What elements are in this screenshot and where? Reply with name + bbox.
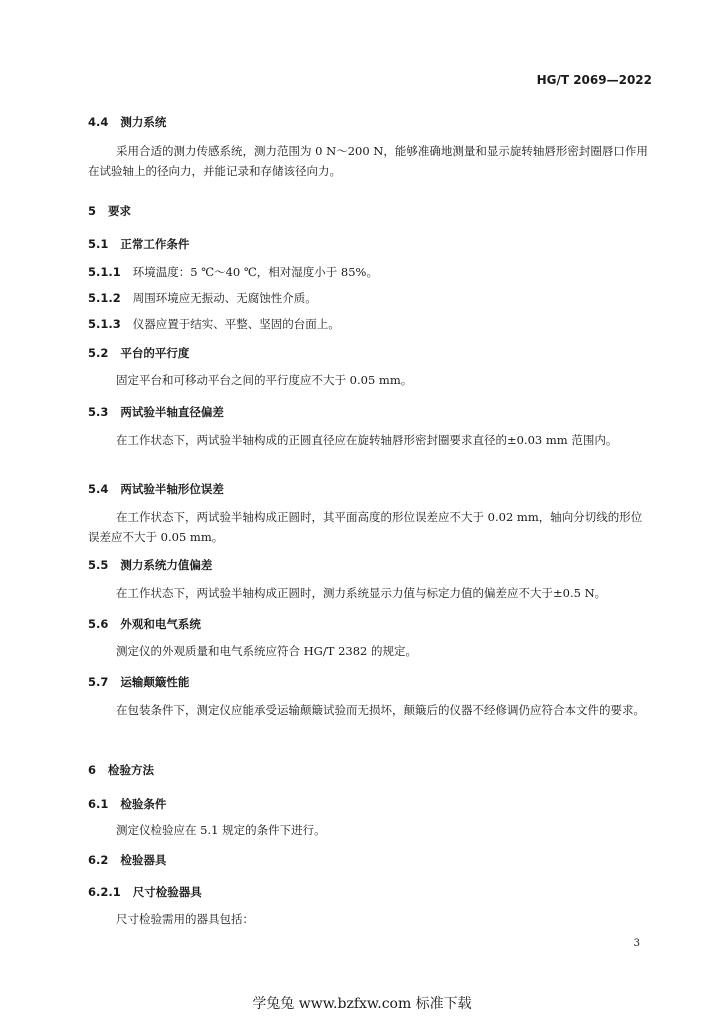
section-title: 两试验半轴直径偏差 (120, 405, 224, 419)
section-number: 5.6 (88, 617, 109, 631)
section-number: 5.7 (88, 675, 109, 689)
section-4-4-heading (88, 114, 166, 130)
section-6-1-text: 测定仪检验应在 5.1 规定的条件下进行。 (116, 823, 326, 837)
section-5-6-heading (88, 616, 201, 632)
section-5-4-text: 在工作状态下，两试验半轴构成正圆时，其平面高度的形位误差应不大于 0.02 mm，轴向分切线的形位误差应不大于 0.05 mm。 (88, 510, 643, 544)
section-5-heading (88, 203, 131, 219)
section-5-2-heading (88, 345, 189, 361)
section-5-1-heading (88, 236, 189, 252)
section-number: 5.1 (88, 237, 109, 251)
section-5-5-heading (88, 557, 212, 573)
section-title: 正常工作条件 (120, 237, 190, 251)
section-number: 5.2 (88, 346, 109, 360)
clause-number: 5.1.1 (88, 265, 121, 279)
clause-text: 仪器应置于结实、平整、坚固的台面上。 (132, 317, 340, 331)
section-number: 5.4 (88, 482, 109, 496)
footer-watermark: 学兔兔 www.bzfxw.com 标准下载 (252, 996, 472, 1012)
section-5-7-heading (88, 674, 189, 690)
section-5-7-text: 在包装条件下，测定仪应能承受运输颠簸试验而无损坏，颠簸后的仪器不经修调仍应符合本文件的要求。 (116, 703, 645, 717)
clause-5-1-1 (88, 264, 378, 280)
section-title: 外观和电气系统 (120, 617, 201, 631)
section-number: 6.2 (88, 853, 109, 867)
section-title: 检验方法 (108, 763, 155, 777)
section-5-6-text: 测定仪的外观质量和电气系统应符合 HG/T 2382 的规定。 (116, 644, 417, 658)
section-5-3-text: 在工作状态下，两试验半轴构成的正圆直径应在旋转轴唇形密封圈要求直径的±0.03 mm 范围内。 (116, 433, 618, 447)
section-6-heading (88, 762, 154, 778)
section-number: 5 (88, 204, 97, 218)
clause-5-1-3 (88, 316, 340, 332)
section-4-4-text: 采用合适的测力传感系统，测力范围为 0 N～200 N，能够准确地测量和显示旋转轴唇形密封圈唇口作用在试验轴上的径向力，并能记录和存储该径向力。 (88, 144, 648, 178)
section-6-2-1-heading (88, 884, 202, 900)
section-6-1-heading (88, 796, 166, 812)
section-5-3-heading (88, 404, 224, 420)
clause-5-1-2 (88, 290, 317, 306)
section-title: 测力系统 (120, 115, 167, 129)
section-title: 运输颠簸性能 (120, 675, 190, 689)
clause-number: 5.1.2 (88, 291, 121, 305)
page-number: 3 (633, 938, 640, 949)
section-number: 4.4 (88, 115, 109, 129)
section-title: 测力系统力值偏差 (120, 558, 213, 572)
section-number: 6 (88, 763, 97, 777)
section-number: 6.2.1 (88, 885, 121, 899)
section-title: 两试验半轴形位误差 (120, 482, 224, 496)
section-title: 要求 (108, 204, 132, 218)
section-title: 检验器具 (120, 853, 167, 867)
section-5-2-text: 固定平台和可移动平台之间的平行度应不大于 0.05 mm。 (116, 373, 413, 387)
section-title: 平台的平行度 (120, 346, 190, 360)
section-number: 6.1 (88, 797, 109, 811)
clause-text: 环境温度：5 ℃～40 ℃，相对湿度小于 85%。 (132, 265, 378, 279)
section-number: 5.3 (88, 405, 109, 419)
standard-number: HG/T 2069—2022 (536, 73, 652, 87)
clause-text: 周围环境应无振动、无腐蚀性介质。 (132, 291, 317, 305)
section-number: 5.5 (88, 558, 109, 572)
section-6-2-heading (88, 852, 166, 868)
section-6-2-1-text: 尺寸检验需用的器具包括： (116, 912, 254, 926)
clause-number: 5.1.3 (88, 317, 121, 331)
section-5-4-heading (88, 481, 224, 497)
section-title: 检验条件 (120, 797, 167, 811)
section-5-5-text: 在工作状态下，两试验半轴构成正圆时，测力系统显示力值与标定力值的偏差应不大于±0.5 N。 (116, 586, 607, 600)
section-title: 尺寸检验器具 (132, 885, 202, 899)
